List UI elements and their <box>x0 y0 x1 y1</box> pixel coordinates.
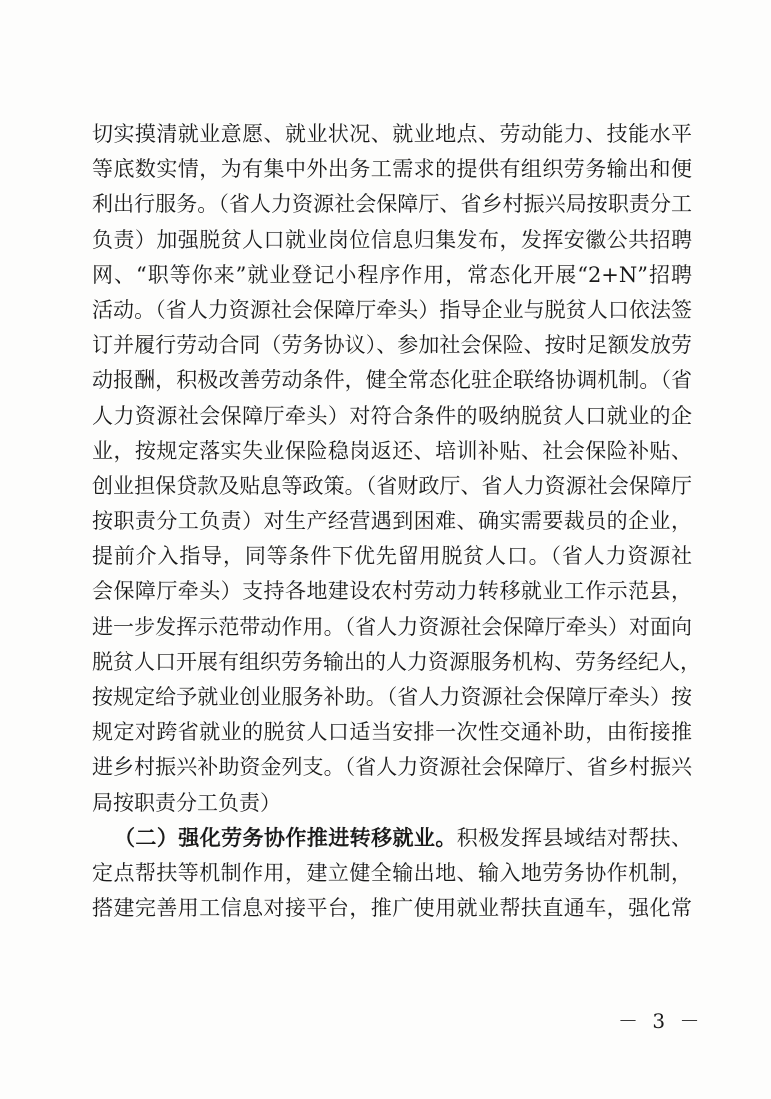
body-line: 按规定给予就业创业服务补助。（省人力资源社会保障厅牵头）按 <box>92 685 692 709</box>
body-line: 进乡村振兴补助资金列支。（省人力资源社会保障厅、省乡村振兴 <box>92 755 692 780</box>
body-line: 进一步发挥示范带动作用。（省人力资源社会保障厅牵头）对面向 <box>92 614 692 639</box>
body-line: 按职责分工负责）对生产经营遇到困难、确实需要裁员的企业， <box>92 509 692 534</box>
body-line: 会保障厅牵头）支持各地建设农村劳动力转移就业工作示范县， <box>92 579 692 604</box>
section-line: 定点帮扶等机制作用，建立健全输出地、输入地劳务协作机制， <box>92 860 692 885</box>
body-line: 规定对跨省就业的脱贫人口适当安排一次性交通补助，由衔接推 <box>92 720 692 745</box>
body-line: 局按职责分工负责） <box>92 790 281 815</box>
section-line: 搭建完善用工信息对接平台，推广使用就业帮扶直通车，强化常 <box>92 896 692 921</box>
section-first-line <box>92 821 692 856</box>
section-first-line-rest: 积极发挥县域结对帮扶、 <box>456 825 693 850</box>
body-line: 负责）加强脱贫人口就业岗位信息归集发布，发挥安徽公共招聘 <box>92 227 692 252</box>
body-line: 人力资源社会保障厅牵头）对符合条件的吸纳脱贫人口就业的企 <box>92 403 692 428</box>
page-number: － 3 － <box>618 1009 704 1033</box>
body-line: 利出行服务。（省人力资源社会保障厅、省乡村振兴局按职责分工 <box>92 192 692 217</box>
body-line: 业，按规定落实失业保险稳岗返还、培训补贴、社会保险补贴、 <box>92 438 692 463</box>
section-heading: （二）强化劳务协作推进转移就业。 <box>114 825 457 850</box>
body-line: 切实摸清就业意愿、就业状况、就业地点、劳动能力、技能水平 <box>92 122 692 146</box>
body-line: 订并履行劳动合同（劳务协议）、参加社会保险、按时足额发放劳 <box>92 333 692 358</box>
body-line: 创业担保贷款及贴息等政策。（省财政厅、省人力资源社会保障厅 <box>92 473 692 498</box>
body-line: 等底数实情，为有集中外出务工需求的提供有组织劳务输出和便 <box>92 157 692 182</box>
body-line: 活动。（省人力资源社会保障厅牵头）指导企业与脱贫人口依法签 <box>92 297 692 322</box>
body-line: 动报酬，积极改善劳动条件，健全常态化驻企联络协调机制。（省 <box>92 368 692 393</box>
body-text <box>92 117 701 926</box>
body-line: 网、“职等你来”就业登记小程序作用，常态化开展“2+N”招聘 <box>92 262 692 287</box>
body-line: 提前介入指导，同等条件下优先留用脱贫人口。（省人力资源社 <box>92 544 692 569</box>
body-line: 脱贫人口开展有组织劳务输出的人力资源服务机构、劳务经纪人， <box>92 649 701 674</box>
